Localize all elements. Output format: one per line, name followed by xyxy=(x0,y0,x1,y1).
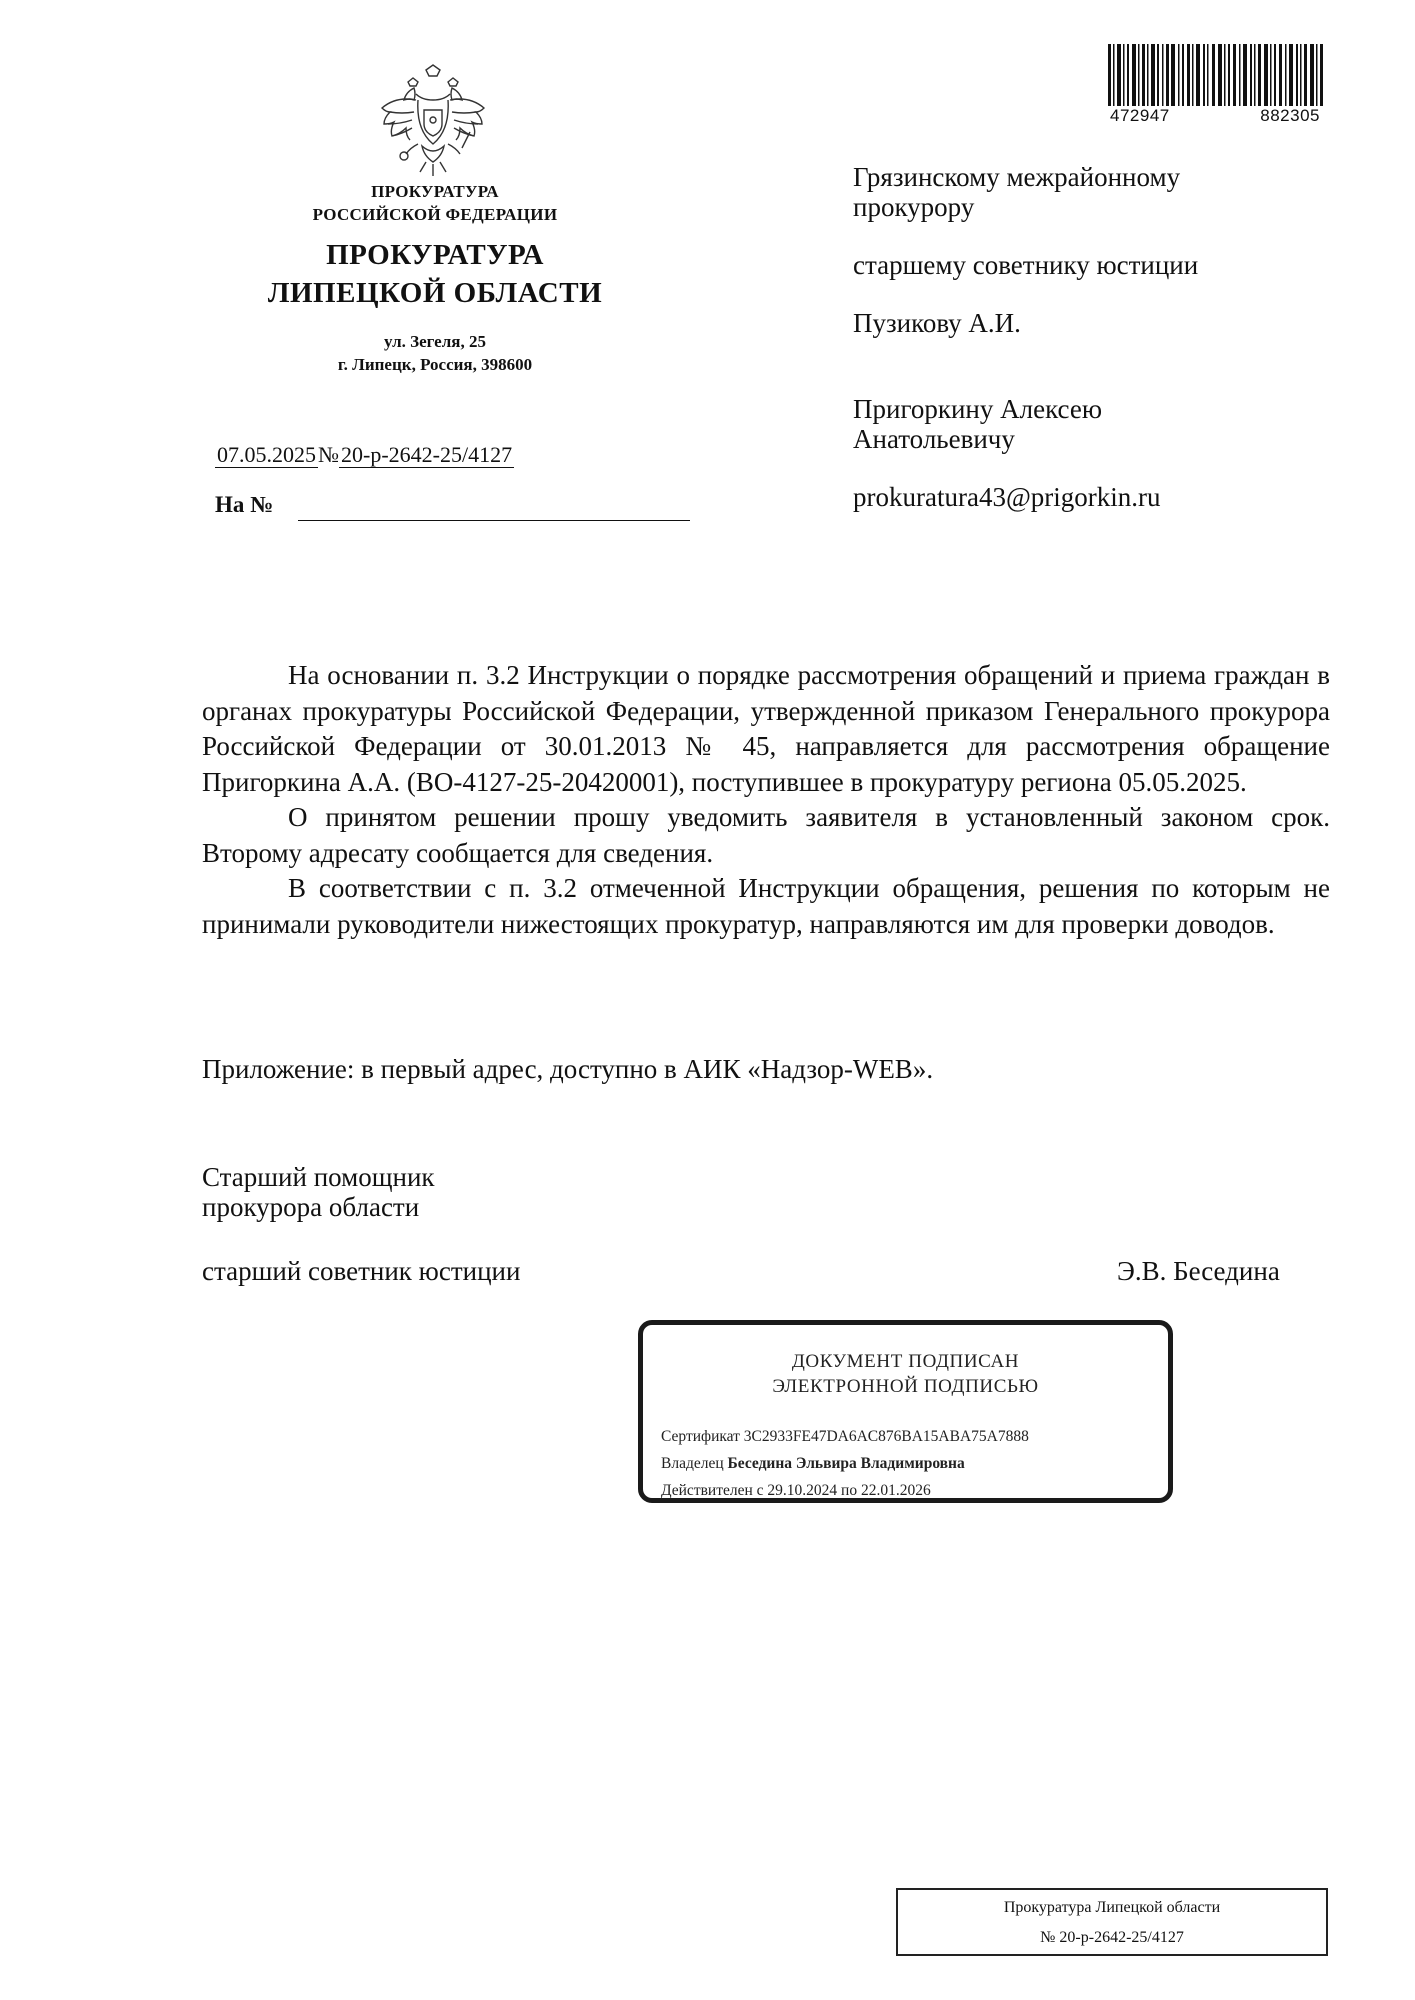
recipient1-line2: прокурору xyxy=(853,192,975,222)
validity-label: Действителен xyxy=(661,1482,753,1499)
coat-of-arms-emblem xyxy=(378,64,488,182)
e-signature-stamp xyxy=(638,1320,1173,1503)
barcode-right-digits: 882305 xyxy=(1260,106,1320,125)
owner-label: Владелец xyxy=(661,1455,724,1472)
appendix-line: Приложение: в первый адрес, доступно в АИК «Надзор-WEB». xyxy=(202,1054,934,1084)
org-line-2: РОССИЙСКОЙ ФЕДЕРАЦИИ xyxy=(312,205,558,224)
valid-from-label: с xyxy=(756,1482,764,1499)
org-line-1: ПРОКУРАТУРА xyxy=(371,182,499,201)
recipient1-name: Пузикову А.И. xyxy=(853,308,1021,338)
stamp-heading-1: ДОКУМЕНТ ПОДПИСАН xyxy=(791,1351,1020,1372)
stamp-heading xyxy=(643,1349,1168,1399)
footer-registration-box xyxy=(896,1888,1328,1956)
signer-title-2: прокурора области xyxy=(202,1192,420,1222)
valid-to-label: по xyxy=(841,1482,858,1499)
reference-blank-line xyxy=(298,520,690,521)
stamp-validity-row xyxy=(661,1477,1029,1504)
barcode-icon xyxy=(1108,44,1323,112)
barcode-number xyxy=(1110,106,1320,126)
recipients-block xyxy=(853,162,1323,512)
body-paragraph-1: На основании п. 3.2 Инструкции о порядке рассмотрения обращений и приема граждан в органах прокуратуры Российской Федерации, утвержденной приказом Генерального прокурора Российской Федерации от 30.01.2013 № 45, направляется для рассмотрения обращение Пригоркина А.А. (ВО-4127-25-20420001), поступившее в прокуратуру региона 05.05.2025. xyxy=(202,660,1330,797)
address-city: г. Липецк, Россия, 398600 xyxy=(337,355,533,374)
org-title-2: ЛИПЕЦКОЙ ОБЛАСТИ xyxy=(267,277,603,309)
recipient1-line1: Грязинскому межрайонному xyxy=(853,162,1181,192)
number-sign: № xyxy=(318,442,339,467)
barcode-left-digits: 472947 xyxy=(1110,106,1170,125)
org-title-1: ПРОКУРАТУРА xyxy=(326,239,544,271)
body-paragraph-2: О принятом решении прошу уведомить заявителя в установленный законом срок. Второму адресату сообщается для сведения. xyxy=(202,802,1330,868)
signer-name: Э.В. Беседина xyxy=(1117,1256,1280,1286)
document-date: 07.05.2025 xyxy=(217,442,316,467)
signer-rank: старший советник юстиции xyxy=(202,1256,521,1286)
document-number: 20-р-2642-25/4127 xyxy=(341,442,513,467)
certificate-value: 3C2933FE47DA6AC876BA15ABA75A7888 xyxy=(743,1428,1029,1445)
stamp-owner-row xyxy=(661,1450,1029,1477)
stamp-details xyxy=(661,1423,1029,1504)
valid-from-date: 29.10.2024 xyxy=(767,1482,838,1499)
recipient1-rank: старшему советнику юстиции xyxy=(853,250,1199,280)
recipient2-line1: Пригоркину Алексею xyxy=(853,394,1102,424)
org-address xyxy=(280,330,590,376)
org-header-small xyxy=(280,180,590,226)
reference-label: На № xyxy=(215,492,274,517)
signer-title-1: Старший помощник xyxy=(202,1162,435,1192)
recipient2-email: prokuratura43@prigorkin.ru xyxy=(853,482,1161,512)
stamp-certificate-row xyxy=(661,1423,1029,1450)
letter-body xyxy=(202,658,1330,942)
body-paragraph-3: В соответствии с п. 3.2 отмеченной Инструкции обращения, решения по которым не принимали руководители нижестоящих прокуратур, направляются им для проверки доводов. xyxy=(202,873,1330,939)
owner-value: Беседина Эльвира Владимировна xyxy=(727,1455,965,1472)
certificate-label: Сертификат xyxy=(661,1428,740,1445)
org-header-title xyxy=(240,236,630,312)
registration-line xyxy=(215,442,514,468)
address-street: ул. Зегеля, 25 xyxy=(384,332,486,351)
footer-org: Прокуратура Липецкой области xyxy=(1003,1899,1221,1916)
stamp-heading-2: ЭЛЕКТРОННОЙ ПОДПИСЬЮ xyxy=(772,1376,1039,1397)
valid-to-date: 22.01.2026 xyxy=(860,1482,931,1499)
signer-position xyxy=(202,1162,435,1222)
recipient2-line2: Анатольевичу xyxy=(853,424,1015,454)
footer-number: № 20-р-2642-25/4127 xyxy=(1040,1929,1184,1946)
